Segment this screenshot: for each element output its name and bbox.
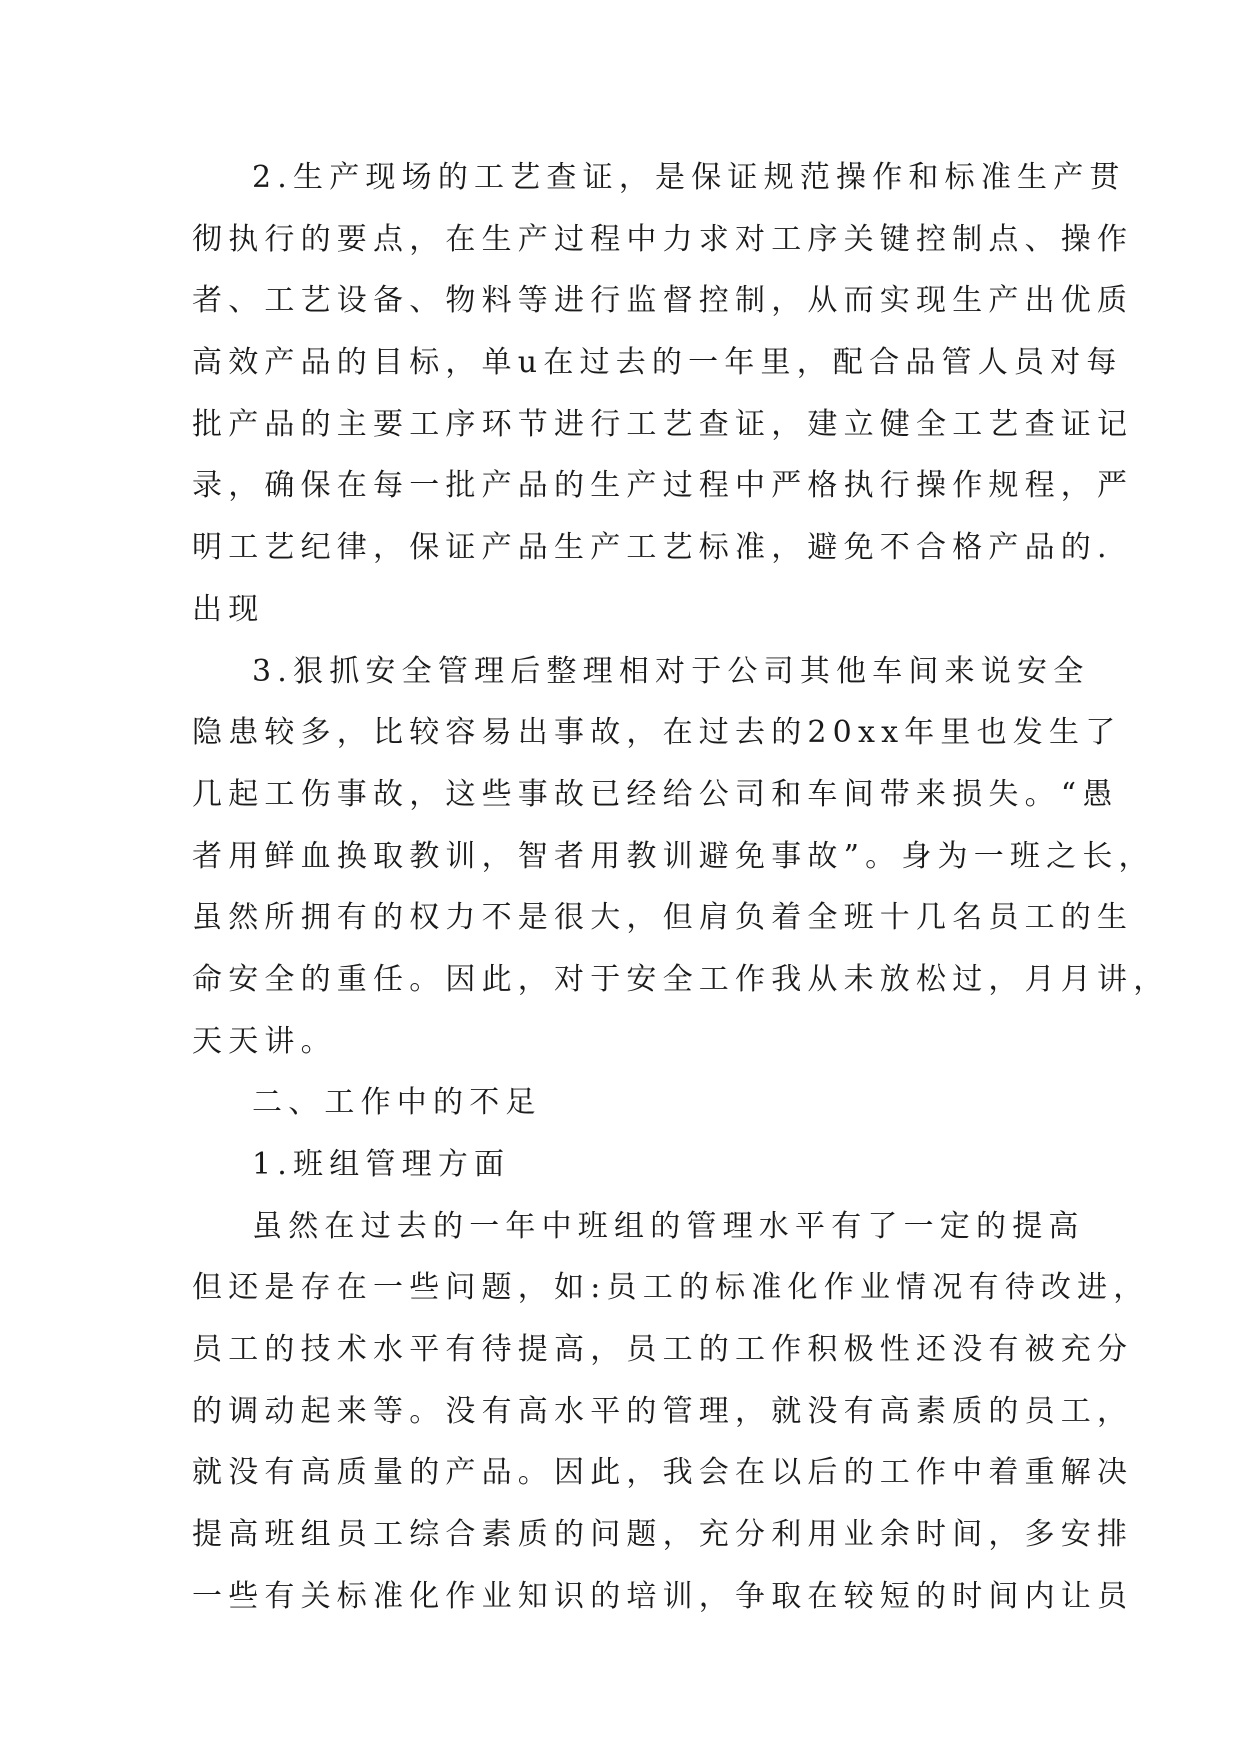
text-line: 天天讲。 <box>192 1023 337 1059</box>
text-line: 1.班组管理方面 <box>252 1147 511 1182</box>
text-line: 员工的技术水平有待提高，员工的工作积极性还没有被充分 <box>192 1332 1134 1368</box>
text-line: 者、工艺设备、物料等进行监督控制，从而实现生产出优质 <box>192 283 1134 319</box>
text-line: 录，确保在每一批产品的生产过程中严格执行操作规程，严 <box>192 468 1134 504</box>
text-line: 3.狠抓安全管理后整理相对于公司其他车间来说安全 <box>252 653 1090 689</box>
text-line: 高效产品的目标，单u在过去的一年里，配合品管人员对每 <box>192 345 1123 381</box>
text-line: 命安全的重任。因此，对于安全工作我从未放松过，月月讲， <box>192 961 1170 997</box>
text-line: 彻执行的要点，在生产过程中力求对工序关键控制点、操作 <box>192 221 1134 257</box>
text-line: 虽然在过去的一年中班组的管理水平有了一定的提高 <box>252 1208 1085 1244</box>
text-line: 几起工伤事故，这些事故已经给公司和车间带来损失。“愚 <box>192 776 1119 812</box>
text-line: 就没有高质量的产品。因此，我会在以后的工作中着重解决 <box>192 1455 1134 1491</box>
text-line: 虽然所拥有的权力不是很大，但肩负着全班十几名员工的生 <box>192 900 1134 936</box>
text-line: 隐患较多，比较容易出事故，在过去的20xx年里也发生了 <box>192 715 1122 751</box>
document-body <box>192 160 1170 1641</box>
text-line: 者用鲜血换取教训，智者用教训避免事故”。身为一班之长， <box>192 838 1155 874</box>
text-line: 但还是存在一些问题，如:员工的标准化作业情况有待改进， <box>192 1270 1150 1306</box>
text-line: 提高班组员工综合素质的问题，充分利用业余时间，多安排 <box>192 1517 1134 1553</box>
text-line: 的调动起来等。没有高水平的管理，就没有高素质的员工， <box>192 1393 1134 1429</box>
text-line: 批产品的主要工序环节进行工艺查证，建立健全工艺查证记 <box>192 406 1134 442</box>
text-line: 二、工作中的不足 <box>252 1085 542 1121</box>
text-line: 明工艺纪律，保证产品生产工艺标准，避免不合格产品的. <box>192 530 1113 566</box>
text-line: 2.生产现场的工艺查证，是保证规范操作和标准生产贯 <box>252 160 1126 195</box>
text-line: 出现 <box>192 591 265 627</box>
text-line: 一些有关标准化作业知识的培训，争取在较短的时间内让员 <box>192 1578 1134 1614</box>
